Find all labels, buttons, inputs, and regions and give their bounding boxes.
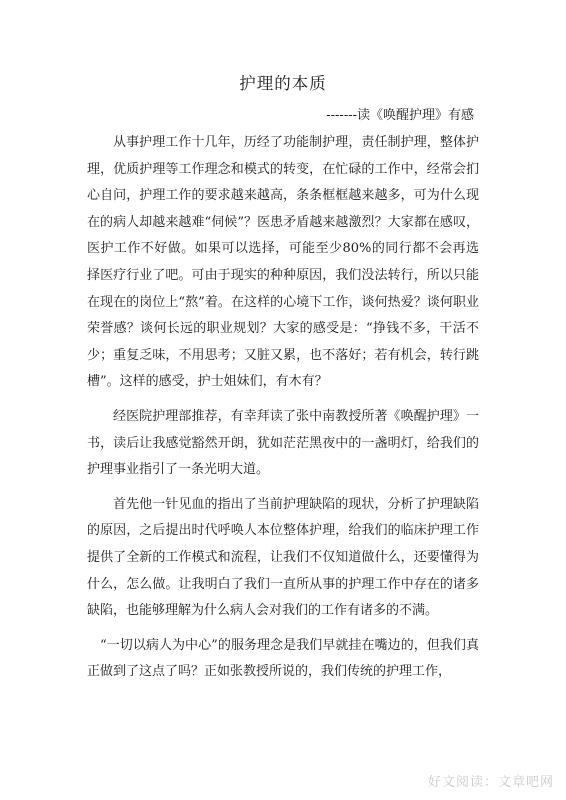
document-subtitle: -------读《唤醒护理》有感 xyxy=(326,108,474,123)
paragraph-4: “一切以病人为中心”的服务理念是我们早就挂在嘴边的，但我们真正做到了这点了吗？正如张教授所说的，我们传统的护理工作， xyxy=(87,637,479,680)
paragraph-3: 首先他一针见血的指出了当前护理缺陷的现状，分析了护理缺陷的原因，之后提出时代呼唤人本位整体护理，给我们的临床护理工作提供了全新的工作模式和流程，让我们不仅知道做什么，还要懂得为什么，怎么做。让我明白了我们一直所从事的护理工作中存在的诸多缺陷，也能够理解为什么病人会对我们的工作有诸多的不满。 xyxy=(87,496,479,619)
document-title: 护理的本质 xyxy=(239,74,327,93)
document-body xyxy=(87,130,479,694)
paragraph-2: 经医院护理部推荐，有幸拜读了张中南教授所著《唤醒护理》一书，读后让我感觉豁然开朗，犹如茫茫黑夜中的一盏明灯，给我们的护理事业指引了一条光明大道。 xyxy=(87,408,479,478)
paragraph-1: 从事护理工作十几年，历经了功能制护理，责任制护理，整体护理，优质护理等工作理念和模式的转变，在忙碌的工作中，经常会扪心自问，护理工作的要求越来越高，条条框框越来越多，可为什么现在的病人却越来越难“伺候”？医患矛盾越来越激烈？大家都在感叹，医护工作不好做。如果可以选择，可能至少80%的同行都不会再选择医疗行业了吧。可由于现实的种种原因，我们没法转行，所以只能在现在的岗位上“熬”着。在这样的心境下工作，谈何热爱？谈何职业荣誉感？谈何长远的职业规划？大家的感受是：“挣钱不多，干活不少；重复乏味，不用思考；又脏又累，也不落好；若有机会，转行跳槽”。这样的感受，护士姐妹们，有木有？ xyxy=(87,135,479,390)
site-watermark: 好文阅读：文章吧网 xyxy=(427,775,554,790)
